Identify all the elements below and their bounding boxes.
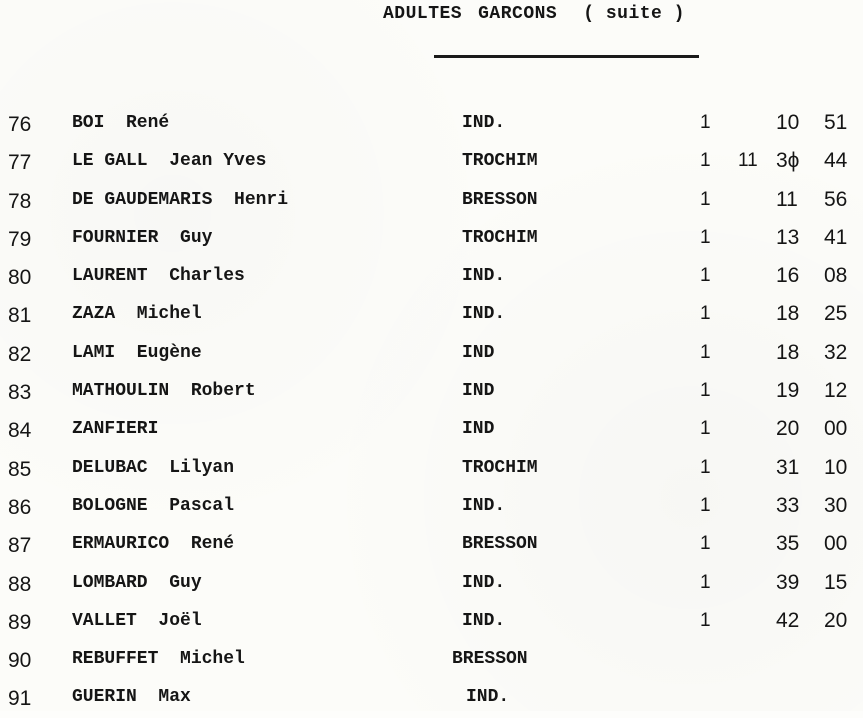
time-seconds: 56: [824, 187, 848, 211]
club-name: TROCHIM: [462, 457, 538, 478]
rank-number: 77: [8, 151, 32, 175]
club-name: IND: [462, 381, 495, 402]
rank-number: 78: [8, 189, 32, 213]
runner-name: GUERIN Max: [72, 687, 191, 708]
rank-number: 86: [8, 495, 32, 519]
time-minutes: 20: [776, 417, 800, 441]
time-seconds: 41: [824, 225, 848, 249]
runner-name: MATHOULIN Robert: [72, 381, 256, 402]
category-value: 1: [700, 456, 711, 478]
category-value: 1: [700, 265, 711, 287]
club-name: TROCHIM: [462, 227, 538, 248]
category-value: 1: [700, 380, 711, 402]
title-underline: [434, 55, 699, 58]
club-name: BRESSON: [462, 534, 538, 555]
rank-number: 87: [8, 534, 32, 558]
result-row: [0, 410, 863, 448]
result-row: [0, 487, 863, 525]
rank-number: 80: [8, 266, 32, 290]
result-row: [0, 564, 863, 602]
category-value: 1: [700, 494, 711, 516]
runner-name: BOLOGNE Pascal: [72, 495, 235, 516]
runner-name: LE GALL Jean Yves: [72, 151, 267, 172]
club-name: IND.: [462, 572, 506, 593]
runner-name: ZANFIERI: [72, 419, 159, 440]
runner-name: LAMI Eugène: [72, 342, 202, 363]
time-seconds: 20: [824, 608, 848, 632]
runner-name: ERMAURICO René: [72, 534, 235, 555]
category-value: 1: [700, 609, 711, 631]
result-row: [0, 525, 863, 563]
time-minutes: 16: [776, 264, 800, 288]
club-name: IND.: [462, 495, 506, 516]
time-minutes: 18: [776, 302, 800, 326]
time-minutes: 35: [776, 532, 800, 556]
rank-number: 81: [8, 304, 32, 328]
time-seconds: 10: [824, 455, 848, 479]
rank-number: 90: [8, 649, 32, 673]
club-name: IND.: [466, 687, 510, 708]
runner-name: VALLET Joël: [72, 610, 202, 631]
club-name: IND.: [462, 266, 506, 287]
club-name: IND: [462, 342, 495, 363]
result-row: [0, 372, 863, 410]
rank-number: 82: [8, 342, 32, 366]
category-value: 1: [700, 303, 711, 325]
rank-number: 83: [8, 381, 32, 405]
runner-name: DELUBAC Lilyan: [72, 457, 235, 478]
category-value: 1: [700, 188, 711, 210]
time-minutes: 42: [776, 608, 800, 632]
runner-name: LOMBARD Guy: [72, 572, 202, 593]
runner-name: LAURENT Charles: [72, 266, 245, 287]
rank-number: 76: [8, 113, 32, 136]
time-seconds: 08: [824, 264, 848, 288]
time-minutes: 18: [776, 340, 800, 364]
result-row: [0, 640, 863, 678]
category-value: 1: [700, 150, 711, 172]
rank-number: 85: [8, 457, 32, 481]
time-seconds: 12: [824, 379, 848, 403]
result-row: [0, 449, 863, 487]
time-minutes: 11: [776, 187, 798, 211]
page-title: [383, 4, 685, 24]
time-seconds: 15: [824, 570, 848, 594]
runner-name: REBUFFET Michel: [72, 649, 245, 670]
runner-name: ZAZA Michel: [72, 304, 202, 325]
time-minutes: 39: [776, 570, 800, 594]
title-part-adultes: ADULTES: [383, 4, 463, 24]
result-row: [0, 181, 863, 219]
result-row: [0, 334, 863, 372]
time-minutes: 3ϕ: [776, 149, 800, 173]
runner-name: DE GAUDEMARIS Henri: [72, 189, 289, 210]
time-seconds: 44: [824, 149, 848, 173]
time-seconds: 25: [824, 302, 848, 326]
results-list: [0, 104, 863, 717]
category-value: 1: [700, 533, 711, 555]
club-name: TROCHIM: [462, 151, 538, 172]
rank-number: 88: [8, 572, 32, 596]
time-seconds: 30: [824, 493, 848, 517]
title-part-suite: ( suite ): [583, 4, 685, 24]
result-row: [0, 678, 863, 716]
category-value: 1: [700, 571, 711, 593]
result-row: [0, 104, 863, 142]
time-minutes: 10: [776, 111, 800, 134]
time-minutes: 19: [776, 379, 800, 403]
club-name: IND.: [462, 304, 506, 325]
club-name: IND.: [462, 610, 506, 631]
time-seconds: 00: [824, 532, 848, 556]
category-value: 1: [700, 112, 711, 133]
category-value: 1: [700, 226, 711, 248]
time-minutes: 31: [776, 455, 800, 479]
title-part-garcons: GARCONS: [478, 4, 558, 24]
rank-number: 84: [8, 419, 32, 443]
time-seconds: 00: [824, 417, 848, 441]
runner-name: FOURNIER Guy: [72, 227, 213, 248]
category-value: 1: [700, 418, 711, 440]
category-value: 1: [700, 341, 711, 363]
result-row: [0, 257, 863, 295]
rank-number: 89: [8, 610, 32, 634]
club-name: BRESSON: [462, 189, 538, 210]
extra-value: 11: [738, 150, 758, 172]
club-name: IND.: [462, 113, 506, 133]
time-minutes: 33: [776, 493, 800, 517]
result-row: [0, 142, 863, 180]
time-seconds: 51: [824, 111, 848, 134]
runner-name: BOI René: [72, 113, 170, 133]
club-name: IND: [462, 419, 495, 440]
result-row: [0, 219, 863, 257]
time-minutes: 13: [776, 225, 800, 249]
club-name: BRESSON: [452, 649, 528, 670]
rank-number: 91: [8, 687, 32, 711]
rank-number: 79: [8, 227, 32, 251]
time-seconds: 32: [824, 340, 848, 364]
result-row: [0, 602, 863, 640]
result-row: [0, 295, 863, 333]
